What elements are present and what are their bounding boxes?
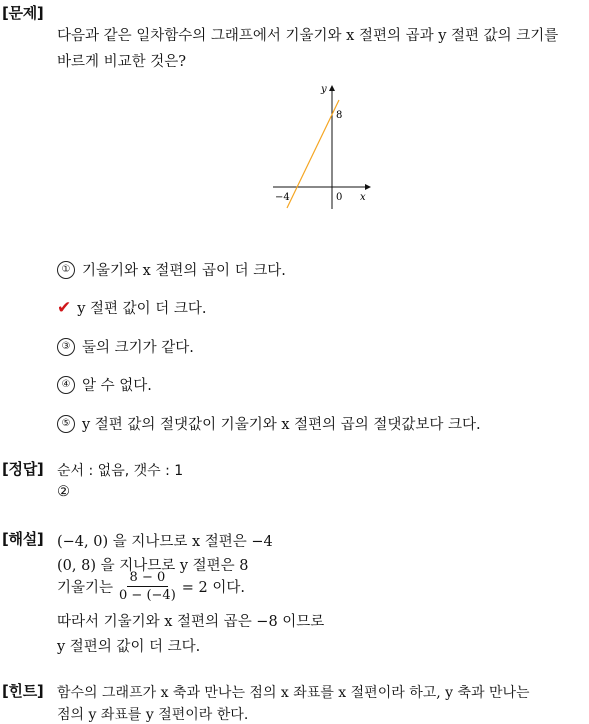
problem-text-line1: 다음과 같은 일차함수의 그래프에서 기울기와 x 절편의 곱과 y 절편 값의 크기를 [57,28,559,44]
explanation-line1: (−4, 0) 을 지나므로 x 절편은 −4 [57,534,273,550]
hint-line1: 함수의 그래프가 x 축과 만나는 점의 x 좌표를 x 절편이라 하고, y 축과 만나는 [57,685,530,701]
option-number: ④ [57,376,75,394]
option-text: y 절편 값의 절댓값이 기울기와 x 절편의 곱의 절댓값보다 크다. [82,417,481,433]
fraction-denominator: 0 − (−4) [119,588,176,603]
x-intercept-label: −4 [275,192,290,203]
option-1[interactable] [57,259,286,280]
y-intercept-label: 8 [336,110,343,121]
slope-fraction [116,570,179,603]
y-axis-label: y [321,84,327,95]
explanation-line2: (0, 8) 을 지나므로 y 절편은 8 [57,558,249,574]
hint-line2: 점의 y 좌표를 y 절편이라 한다. [57,707,249,723]
slope-result: = 2 이다. [181,580,245,596]
option-number: ③ [57,338,75,356]
option-2[interactable] [57,297,207,318]
answer-value: ② [57,484,70,500]
explanation-line4: 따라서 기울기와 x 절편의 곱은 −8 이므로 [57,614,325,630]
slope-label: 기울기는 [57,580,114,596]
option-text: y 절편 값이 더 크다. [77,301,207,317]
linear-function-graph [265,82,380,214]
option-5[interactable] [57,413,481,434]
explanation-line3 [57,570,245,603]
option-number: ① [57,261,75,279]
answer-meta: 순서 : 없음, 갯수 : 1 [57,463,184,479]
problem-tag: [문제] [2,4,44,22]
hint-tag: [힌트] [2,682,44,700]
fraction-numerator: 8 − 0 [127,570,169,587]
explanation-line5: y 절편의 값이 더 크다. [57,639,201,655]
option-text: 기울기와 x 절편의 곱이 더 크다. [82,263,286,279]
x-axis-label: x [360,192,366,203]
explanation-tag: [해설] [2,530,44,548]
option-3[interactable] [57,336,194,357]
option-number: ⑤ [57,415,75,433]
answer-tag: [정답] [2,460,44,478]
option-text: 둘의 크기가 같다. [82,340,194,356]
origin-label: 0 [336,192,343,203]
option-4[interactable] [57,374,152,395]
check-icon: ✔ [57,297,72,318]
function-line [287,100,339,208]
problem-text-line2: 바르게 비교한 것은? [57,54,187,70]
option-text: 알 수 없다. [82,378,152,394]
